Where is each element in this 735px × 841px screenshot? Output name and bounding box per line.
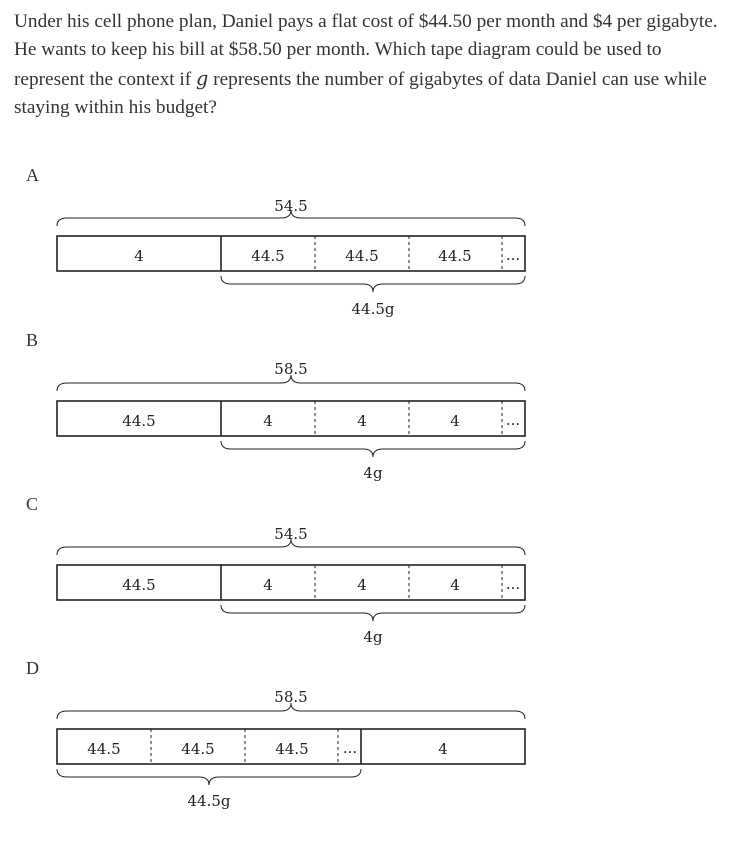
segment-label: 4	[438, 740, 448, 758]
segment-label: 44.5	[181, 740, 215, 758]
bottom-brace	[221, 605, 525, 621]
total-label: 54.5	[274, 525, 308, 543]
ellipsis-label: ...	[505, 246, 521, 264]
bottom-brace	[221, 276, 525, 292]
total-label: 58.5	[274, 360, 308, 378]
ellipsis-label: ...	[342, 739, 358, 757]
total-label: 54.5	[274, 197, 308, 215]
segment-label: 44.5	[275, 740, 309, 758]
ellipsis-label: ...	[505, 575, 521, 593]
segment-label: 44.5	[345, 247, 379, 265]
question-text: Under his cell phone plan, Daniel pays a flat cost of $44.50 per month and $4 per gigabyte. He wants to keep his bill at $58.50 per month. Which tape diagram could be used to represent the context if g represents the number of gigabytes of data Daniel can use while staying within his budget?	[14, 11, 718, 118]
option-b-diagram[interactable]	[0, 345, 735, 495]
group-label: 44.5g	[187, 792, 231, 810]
ellipsis-label: ...	[505, 411, 521, 429]
option-d-diagram[interactable]	[0, 674, 735, 824]
group-label: 44.5g	[351, 300, 395, 318]
group-label: 4g	[363, 628, 383, 646]
bottom-brace	[57, 769, 361, 785]
option-c-label[interactable]: C	[26, 494, 39, 514]
option-a-diagram[interactable]	[0, 180, 735, 330]
segment-label: 4	[450, 576, 460, 594]
segment-label: 44.5	[122, 412, 156, 430]
segment-label: 4	[357, 412, 367, 430]
variable-g: g	[196, 66, 209, 90]
segment-label: 4	[134, 247, 144, 265]
option-a-label[interactable]: A	[26, 165, 39, 185]
option-b-label[interactable]: B	[26, 330, 39, 350]
segment-label: 4	[263, 412, 273, 430]
segment-label: 4	[357, 576, 367, 594]
segment-label: 44.5	[87, 740, 121, 758]
segment-label: 44.5	[438, 247, 472, 265]
group-label: 4g	[363, 464, 383, 482]
bottom-brace	[221, 441, 525, 457]
segment-label: 4	[263, 576, 273, 594]
option-c-diagram[interactable]	[0, 510, 735, 660]
total-label: 58.5	[274, 688, 308, 706]
segment-label: 4	[450, 412, 460, 430]
segment-label: 44.5	[251, 247, 285, 265]
option-d-label[interactable]: D	[26, 658, 39, 678]
segment-label: 44.5	[122, 576, 156, 594]
